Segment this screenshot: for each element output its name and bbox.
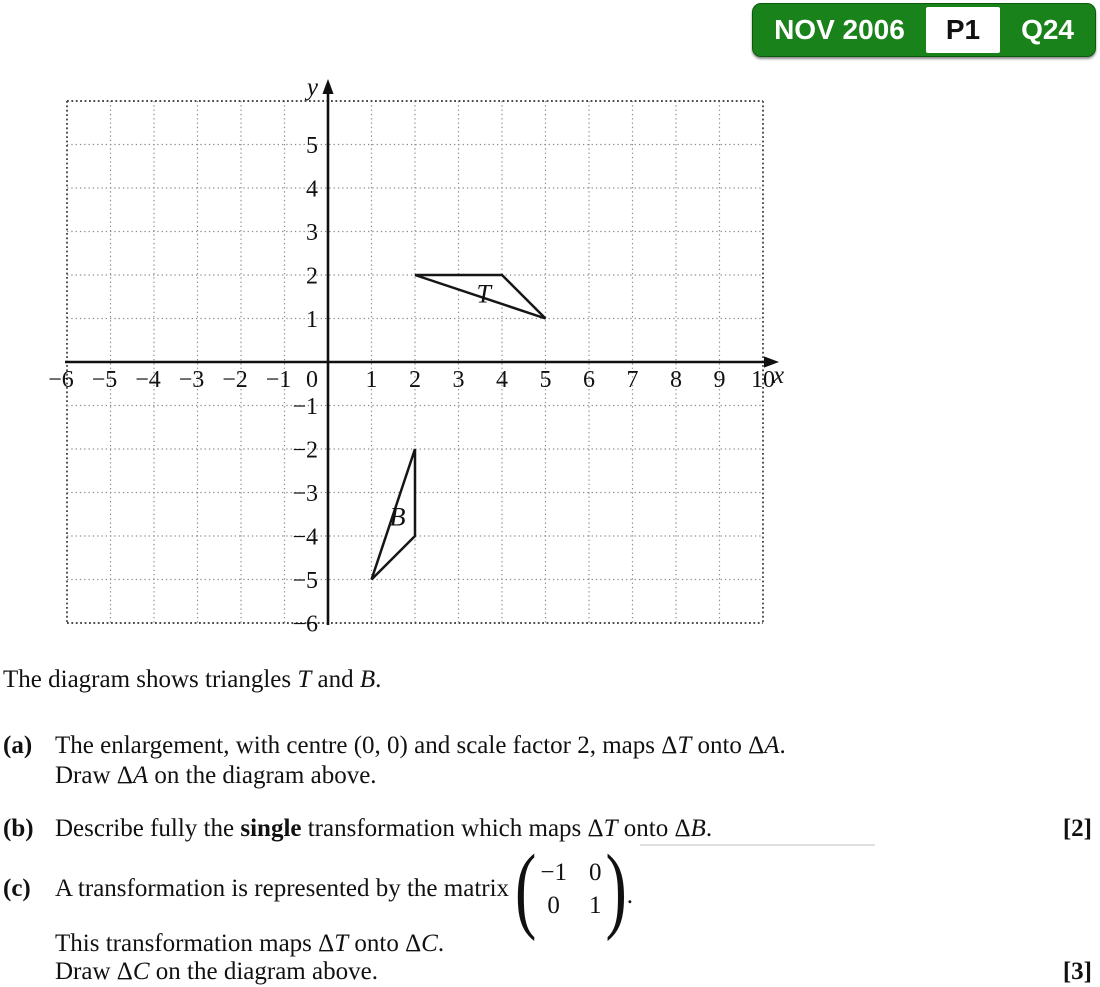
x-tick-label: −2 xyxy=(222,367,248,393)
x-tick-label: 10 xyxy=(751,367,775,393)
x-tick-label: 1 xyxy=(365,367,378,393)
badge-session: NOV 2006 xyxy=(774,14,905,45)
question-c-lead: A transformation is represented by the matrix xyxy=(55,875,510,902)
matrix-cell-00: −1 xyxy=(540,858,567,886)
question-c-line3-row xyxy=(3,957,1092,987)
x-tick-label: −1 xyxy=(265,367,292,393)
badge-paper: P1 xyxy=(926,7,1000,53)
question-b-text: Describe fully the single transformation which maps ΔT onto ΔB. xyxy=(55,815,713,842)
question-a-line1: The enlargement, with centre (0, 0) and scale factor 2, maps ΔT onto ΔA. xyxy=(55,732,786,759)
intro-text: The diagram shows triangles T and B. xyxy=(3,666,382,693)
question-c xyxy=(3,835,1092,942)
y-tick-label: −6 xyxy=(292,611,318,638)
question-a-line2: Draw ΔA on the diagram above. xyxy=(55,762,377,789)
y-tick-label: 1 xyxy=(306,307,318,333)
matrix-cell-01: 0 xyxy=(588,858,602,886)
x-tick-label: −4 xyxy=(135,367,161,393)
x-tick-label: 0 xyxy=(306,367,318,393)
question-a-marker: (a) xyxy=(3,732,33,759)
matrix-period: . xyxy=(626,882,634,909)
matrix-open-paren: ( xyxy=(515,835,537,942)
y-tick-label: −5 xyxy=(292,568,318,594)
matrix-cell-11: 1 xyxy=(588,891,602,919)
x-tick-label: 7 xyxy=(626,367,639,393)
x-tick-label: −3 xyxy=(178,367,205,393)
y-tick-label: 4 xyxy=(306,176,318,203)
x-tick-label: 6 xyxy=(583,367,595,393)
x-tick-label: 2 xyxy=(409,367,421,393)
triangle-B-label: B xyxy=(389,502,406,532)
coordinate-grid-diagram xyxy=(0,0,820,655)
y-tick-label: 5 xyxy=(306,133,318,159)
question-b-marks: [2] xyxy=(1062,815,1092,842)
y-tick-label: 2 xyxy=(306,263,318,290)
matrix-close-paren: ) xyxy=(605,835,627,942)
question-c-line3: Draw ΔC on the diagram above. xyxy=(55,958,378,985)
y-tick-label: 3 xyxy=(306,220,318,246)
y-tick-label: −1 xyxy=(292,394,318,420)
y-axis-arrow xyxy=(322,79,333,94)
question-b xyxy=(3,814,1092,844)
x-tick-label: 9 xyxy=(713,367,726,393)
question-c-marker: (c) xyxy=(3,875,31,902)
x-axis-letter: x xyxy=(773,362,785,389)
badge-question-number: Q24 xyxy=(1021,14,1074,45)
matrix-cell-10: 0 xyxy=(547,891,560,919)
question-c-marks: [3] xyxy=(1062,958,1092,985)
y-axis-letter: y xyxy=(306,74,318,101)
triangle-T-label: T xyxy=(476,279,491,309)
x-tick-label: 5 xyxy=(539,367,552,393)
x-tick-label: 3 xyxy=(452,367,465,393)
x-tick-label: 8 xyxy=(670,367,682,393)
question-a xyxy=(3,731,1092,791)
x-tick-label: −6 xyxy=(48,367,74,393)
y-tick-label: −3 xyxy=(292,481,318,507)
question-c-line2: This transformation maps ΔT onto ΔC. xyxy=(55,930,445,957)
transformation-matrix xyxy=(515,835,634,942)
x-tick-label: 4 xyxy=(496,367,508,393)
y-tick-label: −2 xyxy=(292,437,318,464)
y-tick-label: −4 xyxy=(292,524,318,551)
x-tick-label: −5 xyxy=(91,367,118,393)
question-b-marker: (b) xyxy=(3,815,34,842)
